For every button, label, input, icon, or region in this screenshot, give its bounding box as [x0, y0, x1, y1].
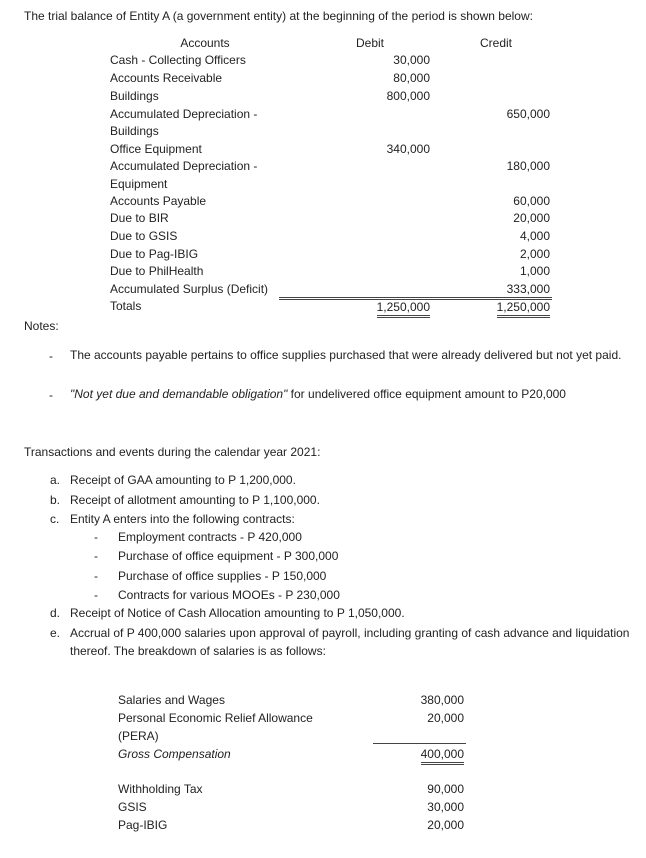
account-cash: Cash - Collecting Officers	[110, 53, 246, 67]
bullet-dash: -	[49, 388, 53, 402]
deduction-value: 30,000	[427, 800, 464, 814]
header-debit: Debit	[355, 36, 384, 50]
account-due-bir: Due to BIR	[110, 211, 169, 225]
transaction-item: Receipt of allotment amounting to P 1,100,000.	[70, 493, 320, 507]
note-item	[70, 387, 566, 402]
account-accum-surplus: Accumulated Surplus (Deficit)	[110, 282, 269, 296]
transaction-item: Receipt of GAA amounting to P 1,200,000.	[70, 473, 296, 487]
bullet-dash: -	[94, 549, 98, 563]
item-marker: c.	[50, 512, 60, 526]
salary-label-cont: (PERA)	[118, 729, 159, 743]
account-office-equipment: Office Equipment	[110, 142, 202, 156]
credit-due-gsis: 4,000	[519, 229, 550, 243]
account-due-gsis: Due to GSIS	[110, 229, 178, 243]
account-accum-dep-buildings-cont: Buildings	[110, 124, 159, 138]
account-due-pagibig: Due to Pag-IBIG	[110, 247, 199, 261]
deduction-label: GSIS	[118, 800, 147, 814]
item-marker: e.	[50, 626, 61, 640]
credit-accum-surplus: 333,000	[506, 282, 550, 296]
transaction-item: Receipt of Notice of Cash Allocation amounting to P 1,050,000.	[70, 606, 405, 620]
transactions-heading: Transactions and events during the calendar year 2021:	[24, 445, 321, 459]
deduction-label: Pag-IBIG	[118, 818, 168, 832]
bullet-dash: -	[94, 588, 98, 602]
credit-accum-dep-equipment: 180,000	[506, 159, 550, 173]
debit-receivable: 80,000	[393, 71, 430, 85]
salary-label: Salaries and Wages	[118, 693, 225, 707]
credit-due-philhealth: 1,000	[519, 264, 550, 278]
account-accum-dep-equipment: Accumulated Depreciation -	[110, 159, 258, 173]
debit-office-equipment: 340,000	[386, 142, 430, 156]
totals-label: Totals	[110, 299, 142, 313]
credit-accum-dep-buildings: 650,000	[506, 107, 550, 121]
debit-buildings: 800,000	[386, 89, 430, 103]
item-marker: d.	[50, 606, 61, 620]
intro-text: The trial balance of Entity A (a government entity) at the beginning of the period is shown below:	[24, 9, 533, 23]
note-item: The accounts payable pertains to office supplies purchased that were already delivered but not yet paid.	[70, 348, 622, 362]
gross-rule	[373, 743, 466, 744]
notes-label: Notes:	[24, 319, 59, 333]
contract-item: Purchase of office supplies - P 150,000	[118, 569, 327, 583]
account-receivable: Accounts Receivable	[110, 71, 223, 85]
contract-item: Employment contracts - P 420,000	[118, 530, 302, 544]
account-payable: Accounts Payable	[110, 194, 207, 208]
header-credit: Credit	[479, 36, 512, 50]
transaction-item: Entity A enters into the following contracts:	[70, 512, 295, 526]
contract-item: Purchase of office equipment - P 300,000	[118, 549, 339, 563]
note-italic-phrase: "Not yet due and demandable obligation"	[70, 387, 288, 401]
deduction-label: Withholding Tax	[118, 782, 203, 796]
bullet-dash: -	[94, 530, 98, 544]
note-item-rest: for undelivered office equipment amount to P20,000	[287, 387, 566, 401]
account-due-philhealth: Due to PhilHealth	[110, 264, 204, 278]
gross-label	[118, 747, 231, 762]
bullet-dash: -	[49, 349, 53, 363]
credit-due-bir: 20,000	[513, 211, 550, 225]
gross-value: 400,000	[380, 747, 464, 762]
deduction-value: 20,000	[427, 818, 464, 832]
totals-debit: 1,250,000	[330, 300, 430, 315]
contract-item: Contracts for various MOOEs - P 230,000	[118, 588, 340, 602]
credit-due-pagibig: 2,000	[519, 247, 550, 261]
item-marker: b.	[50, 493, 61, 507]
totals-credit: 1,250,000	[450, 300, 550, 315]
header-accounts: Accounts	[180, 36, 230, 50]
credit-payable: 60,000	[513, 194, 550, 208]
account-accum-dep-buildings: Accumulated Depreciation -	[110, 107, 258, 121]
account-buildings: Buildings	[110, 89, 159, 103]
deduction-value: 90,000	[427, 782, 464, 796]
bullet-dash: -	[94, 569, 98, 583]
transaction-item: Accrual of P 400,000 salaries upon approval of payroll, including granting of cash advance and liquidation thereof. The breakdown of salaries is as follows:	[70, 626, 630, 658]
debit-cash: 30,000	[393, 53, 430, 67]
gross-label-text: Gross Compensation	[118, 747, 231, 761]
item-marker: a.	[50, 473, 61, 487]
salary-label: Personal Economic Relief Allowance	[118, 711, 313, 725]
salary-value: 380,000	[420, 693, 464, 707]
account-accum-dep-equipment-cont: Equipment	[110, 177, 168, 191]
salary-value: 20,000	[427, 711, 464, 725]
